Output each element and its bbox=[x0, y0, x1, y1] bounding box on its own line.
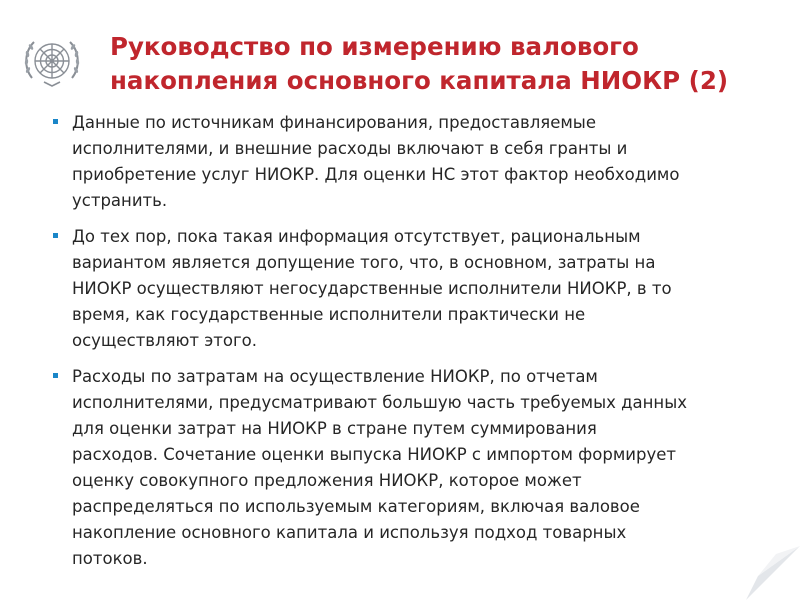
page-curl-icon bbox=[736, 536, 800, 600]
bullet-list bbox=[52, 110, 742, 582]
text-line: время, как государственные исполнители практически не bbox=[72, 305, 586, 324]
text-line: распределяться по используемым категориям, включая валовое bbox=[72, 497, 640, 516]
bullet-item bbox=[52, 110, 742, 214]
slide-title-line: накопления основного капитала НИОКР (2) bbox=[110, 66, 729, 95]
text-line: Расходы по затратам на осуществление НИОКР, по отчетам bbox=[72, 367, 598, 386]
bullet-item bbox=[52, 224, 742, 354]
text-line: потоков. bbox=[72, 549, 148, 568]
text-line: расходов. Сочетание оценки выпуска НИОКР с импортом формирует bbox=[72, 445, 677, 464]
bullet-item bbox=[52, 364, 742, 572]
text-line: оценку совокупного предложения НИОКР, которое может bbox=[72, 471, 582, 490]
text-line: вариантом является допущение того, что, в основном, затраты на bbox=[72, 253, 656, 272]
text-line: НИОКР осуществляют негосударственные исполнители НИОКР, в то bbox=[72, 279, 672, 298]
text-line: Данные по источникам финансирования, предоставляемые bbox=[72, 113, 596, 132]
un-emblem-icon bbox=[20, 30, 84, 94]
bullet-square-icon bbox=[53, 119, 58, 124]
bullet-square-icon bbox=[53, 233, 58, 238]
text-line: для оценки затрат на НИОКР в стране путем суммирования bbox=[72, 419, 597, 438]
text-line: накопление основного капитала и используя подход товарных bbox=[72, 523, 627, 542]
text-line: исполнителями, и внешние расходы включают в себя гранты и bbox=[72, 139, 628, 158]
bullet-text bbox=[72, 224, 742, 354]
bullet-square-icon bbox=[53, 373, 58, 378]
slide-title-line: Руководство по измерению валового bbox=[110, 32, 639, 61]
text-line: приобретение услуг НИОКР. Для оценки НС этот фактор необходимо bbox=[72, 165, 680, 184]
bullet-text bbox=[72, 364, 742, 572]
text-line: осуществляют этого. bbox=[72, 331, 258, 350]
slide-title bbox=[110, 30, 790, 98]
text-line: До тех пор, пока такая информация отсутствует, рациональным bbox=[72, 227, 641, 246]
text-line: исполнителями, предусматривают большую часть требуемых данных bbox=[72, 393, 687, 412]
text-line: устранить. bbox=[72, 191, 168, 210]
bullet-text bbox=[72, 110, 742, 214]
